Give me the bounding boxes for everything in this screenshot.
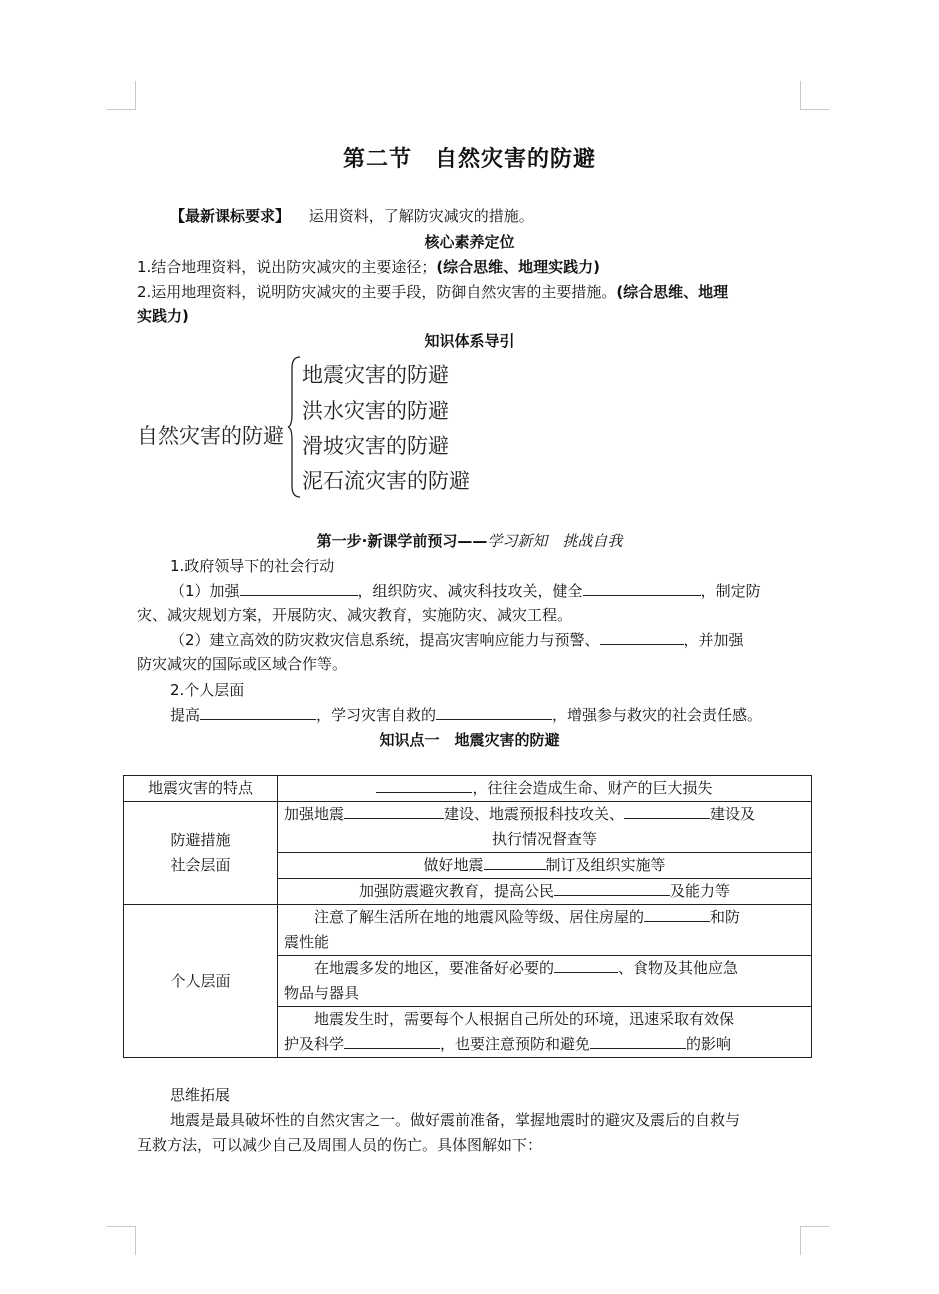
r7-a: 地震发生时，需要每个人根据自己所处的环境，迅速采取有效保 — [314, 1010, 735, 1028]
core-item-2-text: 2.运用地理资料，说明防灾减灾的主要手段，防御自然灾害的主要措施。 — [137, 283, 617, 301]
knowledge-point-1-heading: 知识点一 地震灾害的防避 — [379, 731, 560, 749]
diagram-branch-landslide: 滑坡灾害的防避 — [302, 434, 449, 458]
section-2-para — [170, 704, 762, 725]
brace-icon — [287, 356, 301, 498]
step-label: 第一步·新课学前预习—— — [316, 532, 488, 550]
r5-b: 和防 — [710, 908, 741, 926]
diagram-root: 自然灾害的防避 — [137, 424, 284, 448]
fill-blank[interactable] — [436, 704, 552, 720]
features-text: ，往往会造成生命、财产的巨大损失 — [472, 779, 713, 797]
social-label-2: 社会层面 — [170, 856, 231, 874]
r2-c: 建设及 — [710, 805, 756, 823]
crop-mark-top-right — [800, 81, 829, 110]
table-row — [124, 905, 812, 956]
fill-blank[interactable] — [376, 777, 472, 793]
thinking-para-1: 地震是最具破坏性的自然灾害之一。做好震前准备，掌握地震时的避灾及震后的自救与 — [170, 1111, 741, 1129]
personal-cell-3 — [278, 1007, 812, 1058]
section-1-para-1 — [170, 580, 761, 601]
table-row — [124, 802, 812, 853]
core-item-1-tag: (综合思维、地理实践力) — [436, 258, 601, 276]
fill-blank[interactable] — [554, 957, 618, 973]
core-item-2 — [137, 281, 728, 302]
core-heading: 核心素养定位 — [424, 233, 515, 251]
social-cell-3 — [278, 879, 812, 905]
s1-p1-c: ，制定防 — [700, 582, 761, 600]
diagram-branch-debris-flow: 泥石流灾害的防避 — [302, 469, 470, 493]
personal-cell-2 — [278, 956, 812, 1007]
fill-blank[interactable] — [240, 580, 358, 596]
fill-blank[interactable] — [583, 580, 701, 596]
s1-p1-b: ，组织防灾、减灾科技攻关，健全 — [357, 582, 583, 600]
r7-d: 的影响 — [686, 1035, 732, 1053]
r5-c: 震性能 — [284, 933, 330, 951]
social-cell-1 — [278, 802, 812, 853]
r4-b: 及能力等 — [670, 882, 731, 900]
fill-blank[interactable] — [590, 1033, 686, 1049]
table-row — [124, 776, 812, 802]
personal-cell-1 — [278, 905, 812, 956]
section-1-para-2 — [170, 629, 744, 650]
s1-p2-b: ，并加强 — [683, 631, 744, 649]
earthquake-table — [123, 775, 812, 1058]
section-1-para-1-cont: 灾、减灾规划方案，开展防灾、减灾教育，实施防灾、减灾工程。 — [137, 606, 573, 624]
fill-blank[interactable] — [554, 880, 670, 896]
row-label-features: 地震灾害的特点 — [124, 776, 278, 802]
r4-a: 加强防震避灾教育，提高公民 — [358, 882, 554, 900]
row-label-social — [124, 802, 278, 905]
fill-blank[interactable] — [484, 854, 546, 870]
features-cell — [278, 776, 812, 802]
page-title: 第二节 自然灾害的防避 — [342, 146, 596, 172]
core-item-1 — [137, 256, 600, 277]
r2-d: 执行情况督查等 — [491, 830, 597, 848]
r3-a: 做好地震 — [423, 856, 484, 874]
diagram-branch-earthquake: 地震灾害的防避 — [302, 363, 449, 387]
s1-p2-a: （2）建立高效的防灾救灾信息系统，提高灾害响应能力与预警、 — [170, 631, 600, 649]
step-sub: 学习新知 挑战自我 — [487, 532, 623, 550]
crop-mark-top-left — [107, 81, 136, 110]
section-1-para-2-cont: 防灾减灾的国际或区域合作等。 — [137, 655, 348, 673]
standard-text: 运用资料，了解防灾减灾的措施。 — [308, 207, 534, 225]
core-item-2-tag: (综合思维、地理 — [616, 283, 729, 301]
fill-blank[interactable] — [644, 906, 710, 922]
row-label-personal: 个人层面 — [124, 905, 278, 1058]
r6-a: 在地震多发的地区，要准备好必要的 — [314, 959, 555, 977]
fill-blank[interactable] — [344, 1033, 440, 1049]
step-one-heading — [0, 530, 939, 551]
s2-a: 提高 — [170, 706, 201, 724]
social-label-1: 防避措施 — [170, 831, 231, 849]
fill-blank[interactable] — [600, 629, 684, 645]
diagram-branch-flood: 洪水灾害的防避 — [302, 399, 449, 423]
r6-c: 物品与器具 — [284, 984, 360, 1002]
standard-label: 【最新课标要求】 — [170, 207, 291, 225]
fill-blank[interactable] — [624, 803, 710, 819]
curriculum-standard — [170, 205, 534, 226]
knowledge-heading: 知识体系导引 — [424, 332, 515, 350]
r7-b: 护及科学 — [284, 1035, 345, 1053]
crop-mark-bottom-left — [107, 1226, 136, 1255]
s1-p1-a: （1）加强 — [170, 582, 240, 600]
s2-b: ，学习灾害自救的 — [316, 706, 437, 724]
r3-b: 制订及组织实施等 — [545, 856, 666, 874]
social-cell-2 — [278, 853, 812, 879]
thinking-para-2: 互救方法，可以减少自己及周围人员的伤亡。具体图解如下： — [137, 1136, 543, 1154]
r6-b: 、食物及其他应急 — [618, 959, 739, 977]
r2-a: 加强地震 — [284, 805, 345, 823]
r5-a: 注意了解生活所在地的地震风险等级、居住房屋的 — [314, 908, 645, 926]
r7-c: ，也要注意预防和避免 — [440, 1035, 591, 1053]
s2-c: ，增强参与救灾的社会责任感。 — [552, 706, 763, 724]
thinking-heading: 思维拓展 — [170, 1086, 231, 1104]
section-1-heading: 1.政府领导下的社会行动 — [170, 557, 335, 575]
fill-blank[interactable] — [200, 704, 316, 720]
core-item-1-text: 1.结合地理资料，说出防灾减灾的主要途径； — [137, 258, 437, 276]
section-2-heading: 2.个人层面 — [170, 681, 245, 699]
crop-mark-bottom-right — [800, 1226, 829, 1255]
fill-blank[interactable] — [344, 803, 444, 819]
core-item-2-tag-cont: 实践力) — [137, 307, 189, 325]
r2-b: 建设、地震预报科技攻关、 — [444, 805, 625, 823]
